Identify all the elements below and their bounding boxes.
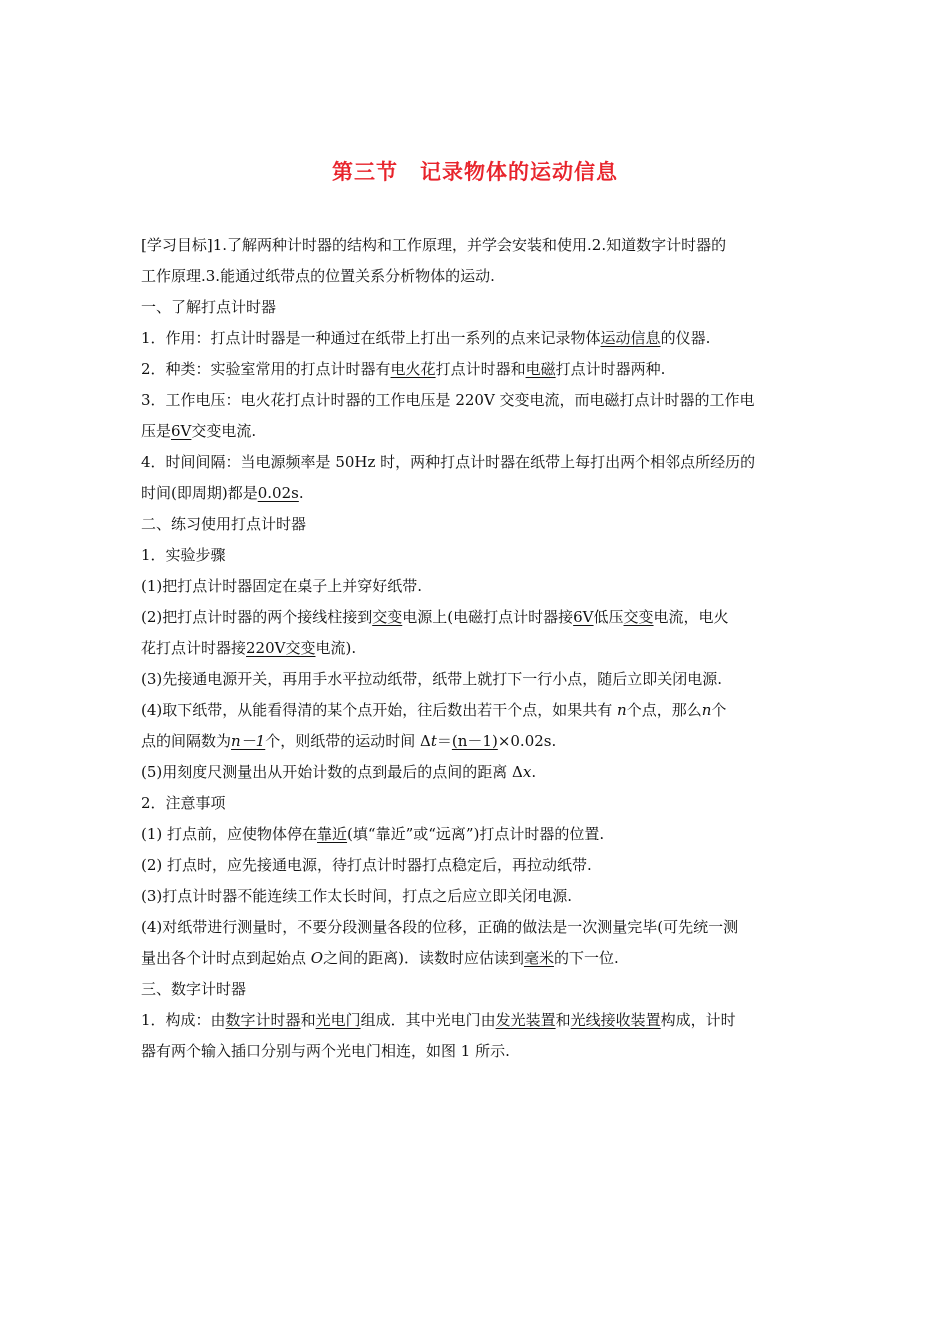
- blank-answer: 电火花: [390, 360, 436, 378]
- step-3: (3)先接通电源开关，再用手水平拉动纸带，纸带上就打下一行小点，随后立即关闭电源.: [141, 670, 723, 688]
- s1-item-3-line-1: 3．工作电压：电火花打点计时器的工作电压是 220V 交变电流，而电磁打点计时器的工作电: [141, 391, 755, 409]
- blank-answer: 运动信息: [600, 329, 661, 347]
- s3-item-1-line-1: 1．构成：由数字计时器和光电门组成．其中光电门由发光装置和光线接收装置构成，计时: [141, 1011, 736, 1029]
- section-2-heading: 二、练习使用打点计时器: [141, 515, 307, 533]
- learning-goals-line-1: [学习目标]1.了解两种计时器的结构和工作原理，并学会安装和使用.2.知道数字计时器的: [141, 236, 727, 254]
- step-4-line-1: (4)取下纸带，从能看得清的某个点开始，往后数出若干个点，如果共有 n个点，那么n个: [141, 701, 727, 719]
- note-4-line-1: (4)对纸带进行测量时，不要分段测量各段的位移，正确的做法是一次测量完毕(可先统一测: [141, 918, 739, 936]
- blank-answer: (n－1): [451, 732, 498, 750]
- blank-answer: 交变: [372, 608, 403, 626]
- document-body: [141, 230, 811, 1067]
- s1-item-4-line-2: 时间(即周期)都是0.02s.: [141, 484, 304, 502]
- section-1-heading: 一、了解打点计时器: [141, 298, 277, 316]
- s1-item-1: 1．作用：打点计时器是一种通过在纸带上打出一系列的点来记录物体运动信息的仪器.: [141, 329, 711, 347]
- blank-answer: 电磁: [525, 360, 556, 378]
- s3-item-1-line-2: 器有两个输入插口分别与两个光电门相连，如图 1 所示.: [141, 1042, 510, 1060]
- blank-answer: n－1: [231, 732, 266, 750]
- blank-answer: 220V: [246, 639, 286, 657]
- note-4-line-2: 量出各个计时点到起始点 O之间的距离)．读数时应估读到毫米的下一位.: [141, 949, 619, 967]
- blank-answer: 数字计时器: [225, 1011, 301, 1029]
- note-3: (3)打点计时器不能连续工作太长时间，打点之后应立即关闭电源.: [141, 887, 573, 905]
- blank-answer: 0.02s: [257, 484, 299, 502]
- page-title: 第三节 记录物体的运动信息: [332, 160, 618, 184]
- note-1: (1) 打点前，应使物体停在靠近(填“靠近”或“远离”)打点计时器的位置.: [141, 825, 605, 843]
- note-2: (2) 打点时，应先接通电源，待打点计时器打点稳定后，再拉动纸带.: [141, 856, 592, 874]
- blank-answer: 交变: [285, 639, 316, 657]
- step-4-line-2: 点的间隔数为n－1个，则纸带的运动时间 Δt＝(n－1)×0.02s.: [141, 732, 557, 750]
- step-2-line-2: 花打点计时器接220V交变电流).: [141, 639, 357, 657]
- blank-answer: 6V: [573, 608, 594, 626]
- learning-goals-line-2: 工作原理.3.能通过纸带点的位置关系分析物体的运动.: [141, 267, 495, 285]
- blank-answer: 光电门: [315, 1011, 361, 1029]
- blank-answer: 毫米: [523, 949, 554, 967]
- blank-answer: 6V: [171, 422, 192, 440]
- blank-answer: 靠近: [317, 825, 348, 843]
- step-1: (1)把打点计时器固定在桌子上并穿好纸带.: [141, 577, 423, 595]
- blank-answer: 光线接收装置: [570, 1011, 661, 1029]
- s1-item-4-line-1: 4．时间间隔：当电源频率是 50Hz 时，两种打点计时器在纸带上每打出两个相邻点所经历的: [141, 453, 756, 471]
- s1-item-3-line-2: 压是6V交变电流.: [141, 422, 257, 440]
- blank-answer: 发光装置: [495, 1011, 556, 1029]
- step-5: (5)用刻度尺测量出从开始计数的点到最后的点间的距离 Δx.: [141, 763, 537, 781]
- step-2-line-1: (2)把打点计时器的两个接线柱接到交变电源上(电磁打点计时器接6V低压交变电流，电火: [141, 608, 729, 626]
- s1-item-2: 2．种类：实验室常用的打点计时器有电火花打点计时器和电磁打点计时器两种.: [141, 360, 666, 378]
- notes-heading: 2．注意事项: [141, 794, 226, 812]
- section-3-heading: 三、数字计时器: [141, 980, 247, 998]
- blank-answer: 交变: [623, 608, 654, 626]
- steps-heading: 1．实验步骤: [141, 546, 226, 564]
